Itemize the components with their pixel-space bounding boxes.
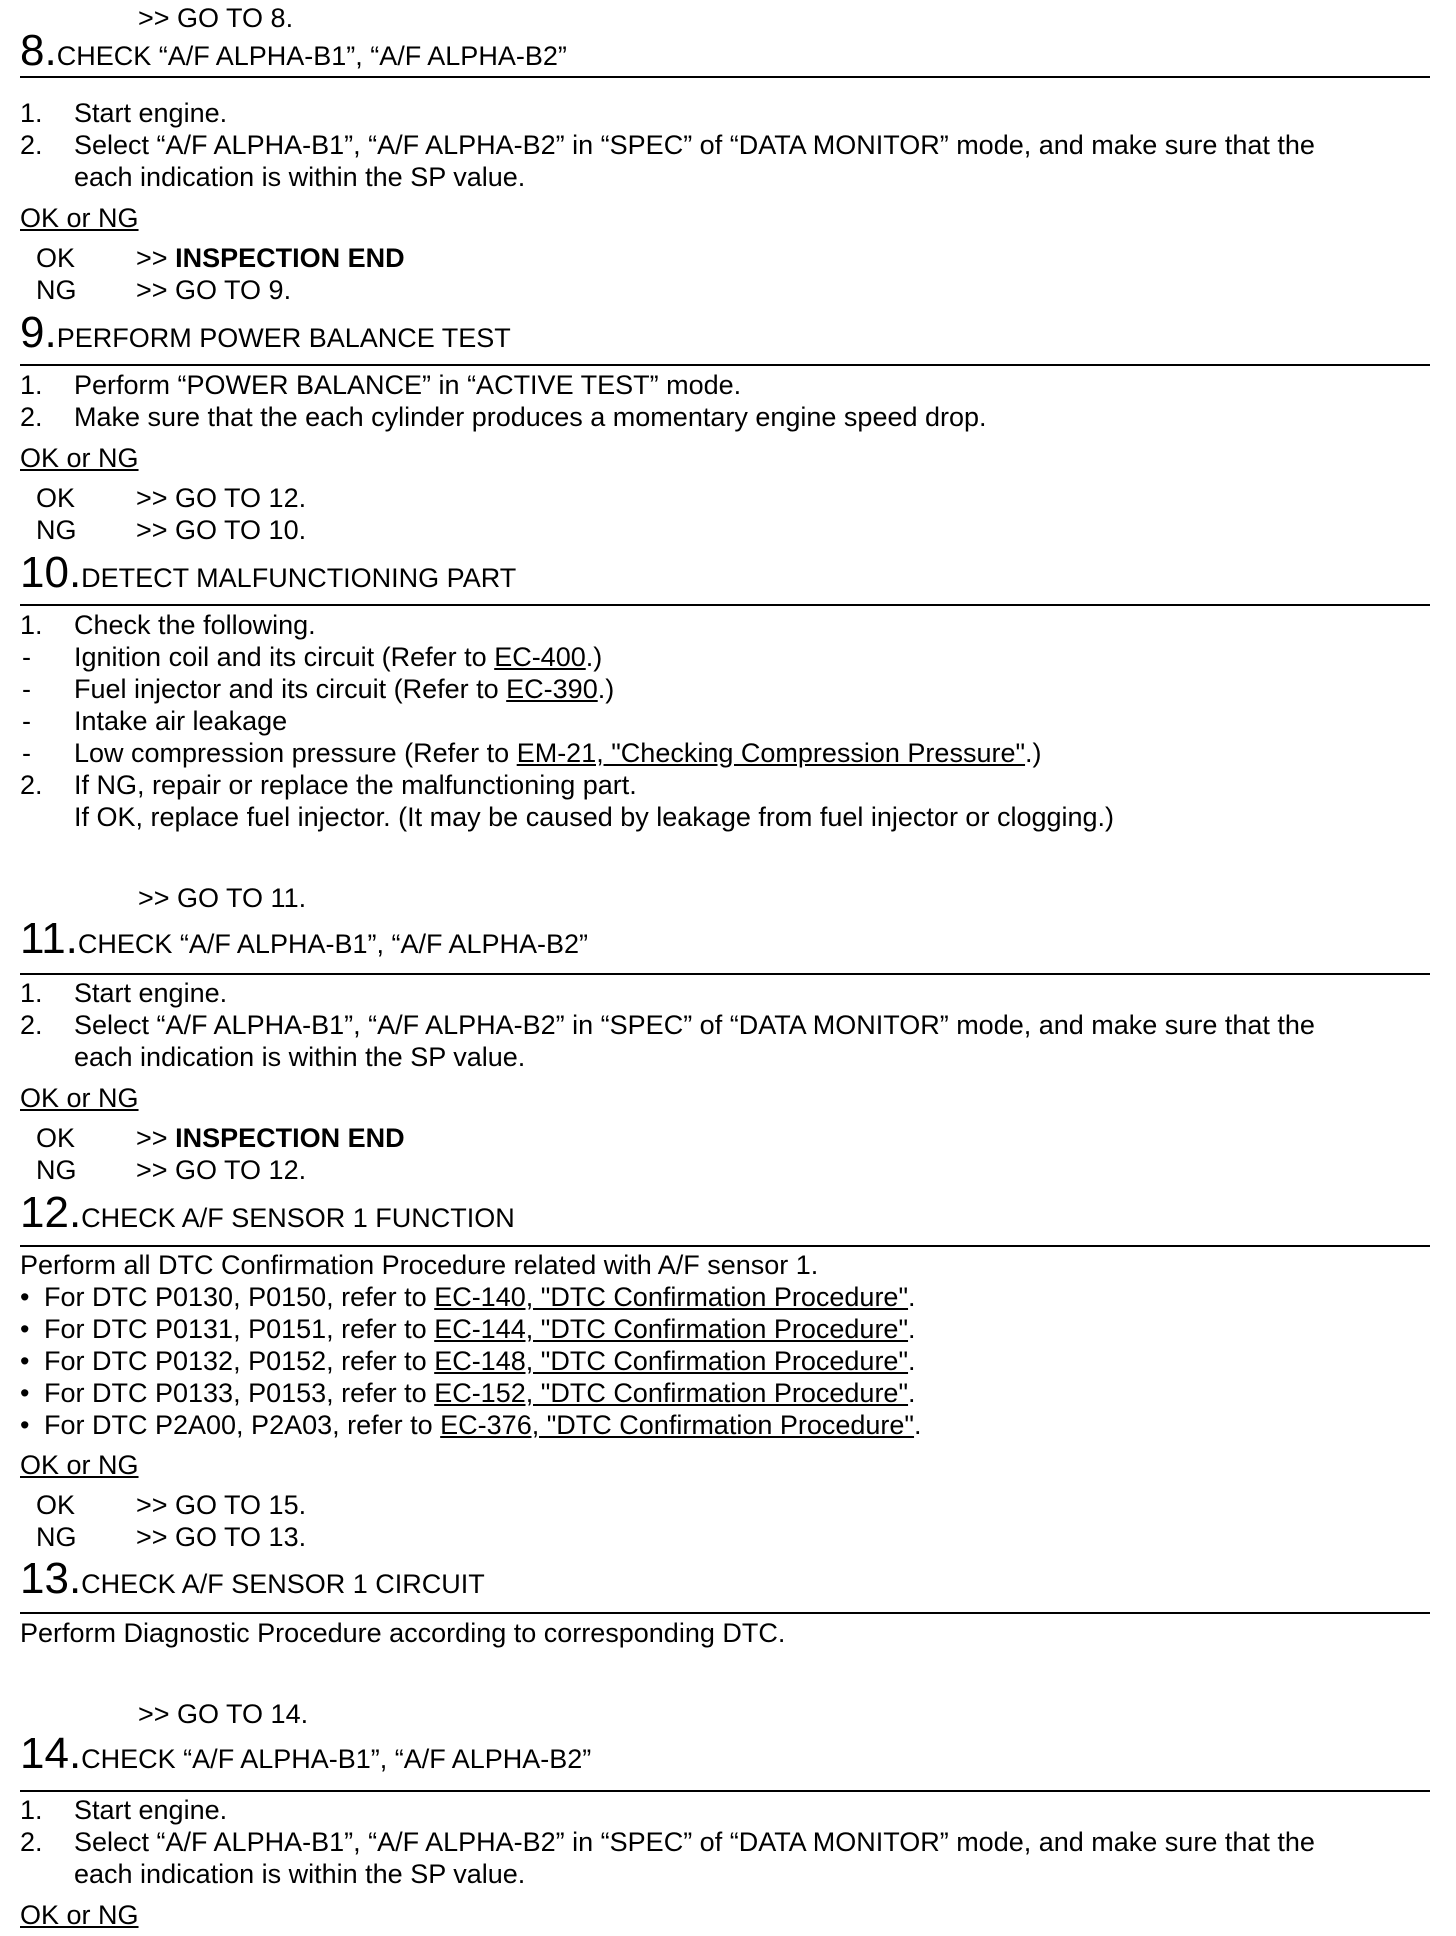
step-11-title: CHECK “A/F ALPHA-B1”, “A/F ALPHA-B2” (77, 929, 589, 959)
step-10-dash-4: - (22, 738, 31, 768)
step-14-number: 14. (20, 1729, 82, 1778)
step-14-ok-or-ng: OK or NG (20, 1900, 139, 1930)
link-ec-400[interactable]: EC-400 (494, 642, 586, 672)
goto-14: >> GO TO 14. (138, 1699, 309, 1729)
step-12-bullet-1: • (20, 1282, 30, 1312)
step-10-intake-air: Intake air leakage (74, 706, 288, 736)
link-ec-148[interactable]: EC-148, "DTC Confirmation Procedure" (434, 1346, 909, 1376)
goto-11: >> GO TO 11. (138, 883, 307, 913)
step-8-result-ok-key: OK (36, 243, 76, 273)
step-8-number: 8. (20, 26, 57, 75)
dtc-p0133-suffix: . (908, 1378, 916, 1408)
step-11-heading (20, 916, 1430, 967)
step-10-dash-2: - (22, 674, 31, 704)
link-ec-152[interactable]: EC-152, "DTC Confirmation Procedure" (434, 1378, 909, 1408)
step-8-title: CHECK “A/F ALPHA-B1”, “A/F ALPHA-B2” (56, 41, 567, 71)
step-12-result-ng: >> GO TO 13. (136, 1522, 307, 1552)
step-11-result-ok (136, 1122, 405, 1154)
step-13-rule (20, 1612, 1430, 1614)
step-13-title: CHECK A/F SENSOR 1 CIRCUIT (81, 1569, 485, 1599)
dtc-p0133-line (44, 1377, 916, 1409)
step-10-dash-1: - (22, 642, 31, 672)
link-ec-144[interactable]: EC-144, "DTC Confirmation Procedure" (434, 1314, 909, 1344)
step-10-item-2-marker: 2. (20, 770, 43, 800)
dtc-p0131-line (44, 1313, 916, 1345)
step-14-item-2-continued: each indication is within the SP value. (74, 1859, 526, 1889)
inspection-end-label: INSPECTION END (175, 243, 405, 273)
step-10-rule (20, 604, 1430, 606)
step-10-item-2-continued: If OK, replace fuel injector. (It may be caused by leakage from fuel injector or clogging.) (74, 802, 1115, 832)
step-10-item-1-text: Check the following. (74, 610, 316, 640)
step-11-ok-or-ng: OK or NG (20, 1083, 139, 1113)
step-9-heading (20, 310, 1430, 361)
step-9-title: PERFORM POWER BALANCE TEST (56, 323, 511, 353)
step-12-title: CHECK A/F SENSOR 1 FUNCTION (81, 1203, 515, 1233)
compression-suffix: .) (1025, 738, 1042, 768)
step-10-dash-3: - (22, 706, 31, 736)
step-10-item-1-marker: 1. (20, 610, 43, 640)
step-14-item-1-text: Start engine. (74, 1795, 228, 1825)
dtc-p0133-text: For DTC P0133, P0153, refer to (44, 1378, 435, 1408)
step-10-number: 10. (20, 548, 82, 597)
step-9-rule (20, 364, 1430, 366)
step-12-bullet-2: • (20, 1314, 30, 1344)
step-12-bullet-3: • (20, 1346, 30, 1376)
compression-text: Low compression pressure (Refer to (74, 738, 517, 768)
dtc-p0132-suffix: . (908, 1346, 916, 1376)
dtc-p0130-text: For DTC P0130, P0150, refer to (44, 1282, 435, 1312)
step-11-number: 11. (20, 914, 78, 963)
step-11-rule (20, 973, 1430, 975)
step-14-title: CHECK “A/F ALPHA-B1”, “A/F ALPHA-B2” (81, 1744, 592, 1774)
step-10-compression (74, 737, 1042, 769)
step-12-ok-or-ng: OK or NG (20, 1450, 139, 1480)
step-11-result-ng-key: NG (36, 1155, 77, 1185)
step-12-result-ok-key: OK (36, 1490, 76, 1520)
step-8-result-ok (136, 242, 405, 274)
step-8-rule (20, 76, 1430, 78)
step-11-item-1-marker: 1. (20, 978, 43, 1008)
step-12-bullet-5: • (20, 1410, 30, 1440)
dtc-p2a00-line (44, 1409, 922, 1441)
inspection-end-label: INSPECTION END (175, 1123, 405, 1153)
dtc-p0131-suffix: . (908, 1314, 916, 1344)
dtc-p2a00-suffix: . (914, 1410, 922, 1440)
step-11-result-ng: >> GO TO 12. (136, 1155, 307, 1185)
step-8-item-2-marker: 2. (20, 130, 43, 160)
link-em-21[interactable]: EM-21, "Checking Compression Pressure" (516, 738, 1026, 768)
link-ec-376[interactable]: EC-376, "DTC Confirmation Procedure" (440, 1410, 915, 1440)
step-8-result-ng-key: NG (36, 275, 77, 305)
step-13-intro: Perform Diagnostic Procedure according to corresponding DTC. (20, 1618, 786, 1648)
step-9-result-ok-key: OK (36, 483, 76, 513)
step-11-item-2-continued: each indication is within the SP value. (74, 1042, 526, 1072)
step-11-item-2-text: Select “A/F ALPHA-B1”, “A/F ALPHA-B2” in “SPEC” of “DATA MONITOR” mode, and make sure that the (74, 1010, 1315, 1040)
step-14-item-1-marker: 1. (20, 1795, 43, 1825)
step-10-title: DETECT MALFUNCTIONING PART (81, 563, 517, 593)
dtc-p0132-line (44, 1345, 916, 1377)
step-12-result-ng-key: NG (36, 1522, 77, 1552)
ignition-coil-text: Ignition coil and its circuit (Refer to (74, 642, 495, 672)
step-12-rule (20, 1245, 1430, 1247)
step-11-result-ok-key: OK (36, 1123, 76, 1153)
step-10-heading (20, 550, 1430, 601)
step-11-item-1-text: Start engine. (74, 978, 228, 1008)
step-14-heading (20, 1731, 1430, 1782)
dtc-p0130-suffix: . (908, 1282, 916, 1312)
link-ec-390[interactable]: EC-390 (506, 674, 598, 704)
dtc-p0130-line (44, 1281, 916, 1313)
step-12-intro: Perform all DTC Confirmation Procedure related with A/F sensor 1. (20, 1250, 819, 1280)
step-8-result-ng: >> GO TO 9. (136, 275, 292, 305)
dtc-p2a00-text: For DTC P2A00, P2A03, refer to (44, 1410, 441, 1440)
fuel-injector-suffix: .) (597, 674, 615, 704)
dtc-p0131-text: For DTC P0131, P0151, refer to (44, 1314, 435, 1344)
step-12-result-ok: >> GO TO 15. (136, 1490, 307, 1520)
step-13-number: 13. (20, 1554, 82, 1603)
step-8-item-2-continued: each indication is within the SP value. (74, 162, 526, 192)
step-9-result-ng-key: NG (36, 515, 77, 545)
step-9-result-ok: >> GO TO 12. (136, 483, 307, 513)
step-12-heading (20, 1190, 1430, 1241)
step-8-heading (20, 28, 1430, 79)
step-11-result-ok-arrow: >> (136, 1123, 168, 1153)
step-9-result-ng: >> GO TO 10. (136, 515, 307, 545)
goto-8: >> GO TO 8. (138, 3, 294, 33)
step-9-number: 9. (20, 308, 57, 357)
step-11-item-2-marker: 2. (20, 1010, 43, 1040)
step-9-item-1-marker: 1. (20, 370, 43, 400)
step-14-rule (20, 1790, 1430, 1792)
step-9-ok-or-ng: OK or NG (20, 443, 139, 473)
step-13-heading (20, 1556, 1430, 1607)
step-8-item-1-marker: 1. (20, 98, 43, 128)
step-9-item-1-text: Perform “POWER BALANCE” in “ACTIVE TEST” mode. (74, 370, 742, 400)
step-12-bullet-4: • (20, 1378, 30, 1408)
step-9-item-2-text: Make sure that the each cylinder produces a momentary engine speed drop. (74, 402, 987, 432)
step-9-item-2-marker: 2. (20, 402, 43, 432)
step-10-fuel-injector (74, 673, 614, 705)
step-8-result-ok-arrow: >> (136, 243, 168, 273)
step-8-item-2-text: Select “A/F ALPHA-B1”, “A/F ALPHA-B2” in “SPEC” of “DATA MONITOR” mode, and make sure that the (74, 130, 1315, 160)
step-12-number: 12. (20, 1188, 82, 1237)
link-ec-140[interactable]: EC-140, "DTC Confirmation Procedure" (434, 1282, 909, 1312)
step-14-item-2-text: Select “A/F ALPHA-B1”, “A/F ALPHA-B2” in “SPEC” of “DATA MONITOR” mode, and make sure that the (74, 1827, 1315, 1857)
step-8-ok-or-ng: OK or NG (20, 203, 139, 233)
step-14-item-2-marker: 2. (20, 1827, 43, 1857)
dtc-p0132-text: For DTC P0132, P0152, refer to (44, 1346, 435, 1376)
step-10-ignition-coil (74, 641, 602, 673)
step-10-item-2-text: If NG, repair or replace the malfunctioning part. (74, 770, 637, 800)
step-8-item-1-text: Start engine. (74, 98, 228, 128)
ignition-coil-suffix: .) (585, 642, 603, 672)
fuel-injector-text: Fuel injector and its circuit (Refer to (74, 674, 507, 704)
